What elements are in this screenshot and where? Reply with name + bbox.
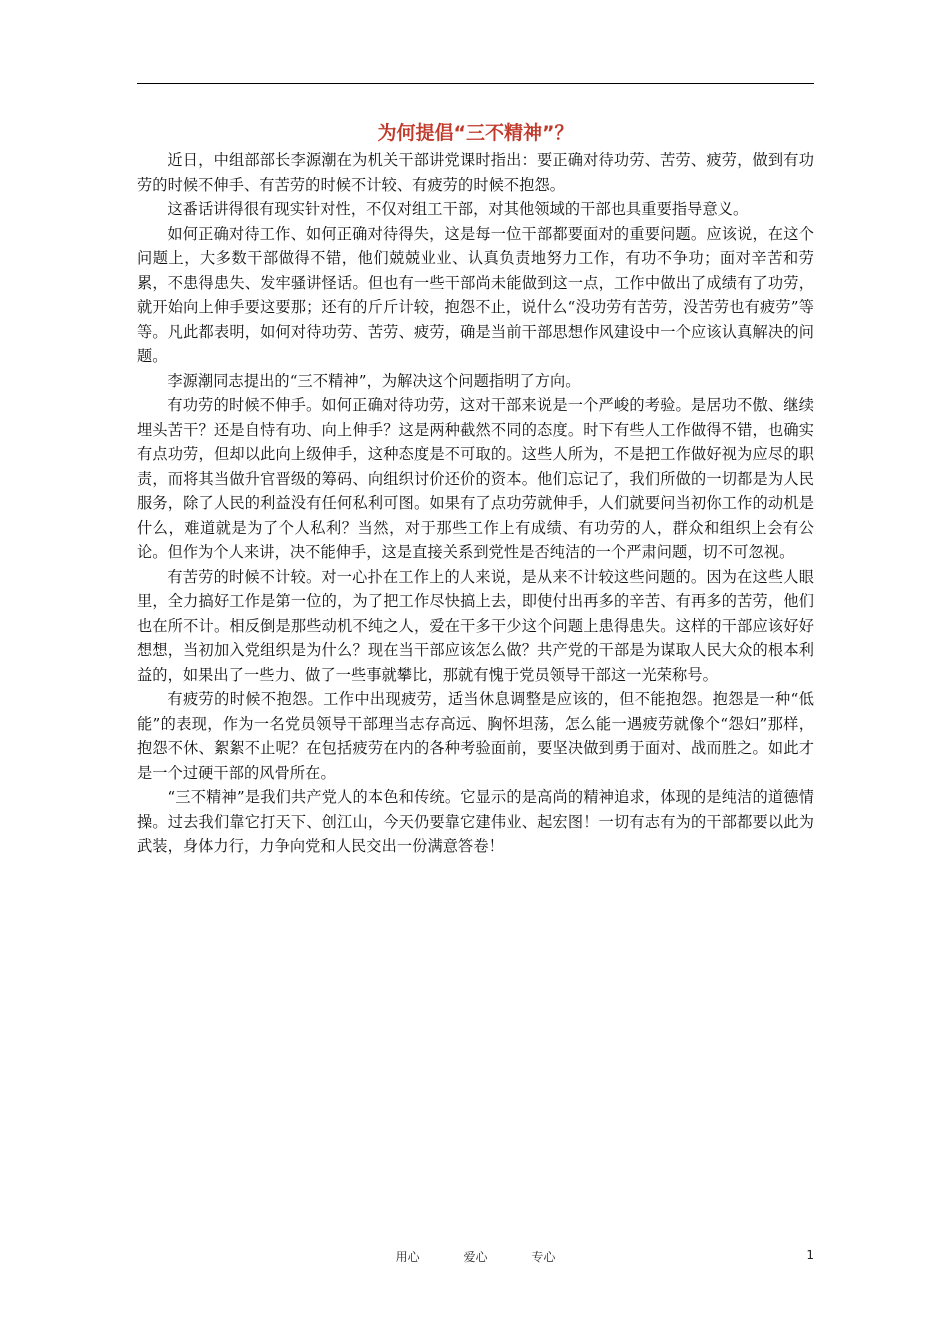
paragraph: “三不精神”是我们共产党人的本色和传统。它显示的是高尚的精神追求，体现的是纯洁的道德情操。过去我们靠它打天下、创江山，今天仍要靠它建伟业、起宏图！一切有志有为的干部都要以此为武装，身体力行，力争向党和人民交出一份满意答卷！ (137, 788, 814, 855)
document-body (137, 148, 814, 859)
footer-motto (137, 1248, 814, 1265)
paragraph: 有功劳的时候不伸手。如何正确对待功劳，这对干部来说是一个严峻的考验。是居功不傲、继续埋头苦干？还是自恃有功、向上伸手？这是两种截然不同的态度。时下有些人工作做得不错，也确实有点功劳，但却以此向上级伸手，这种态度是不可取的。这些人所为，不是把工作做好视为应尽的职责，而将其当做升官晋级的筹码、向组织讨价还价的资本。他们忘记了，我们所做的一切都是为人民服务，除了人民的利益没有任何私利可图。如果有了点功劳就伸手，人们就要问当初你工作的动机是什么，难道就是为了个人私利？当然，对于那些工作上有成绩、有功劳的人，群众和组织上会有公论。但作为个人来讲，决不能伸手，这是直接关系到党性是否纯洁的一个严肃问题，切不可忽视。 (137, 396, 814, 561)
page-footer (137, 1248, 814, 1272)
footer-motto-word: 用心 (395, 1250, 420, 1264)
paragraph: 李源潮同志提出的“三不精神”，为解决这个问题指明了方向。 (167, 371, 581, 390)
paragraph: 近日，中组部部长李源潮在为机关干部讲党课时指出：要正确对待功劳、苦劳、疲劳，做到有功劳的时候不伸手、有苦劳的时候不计较、有疲劳的时候不抱怨。 (137, 151, 814, 194)
document-title: 为何提倡“三不精神”？ (377, 122, 574, 144)
paragraph: 有疲劳的时候不抱怨。工作中出现疲劳，适当休息调整是应该的，但不能抱怨。抱怨是一种“低能”的表现，作为一名党员领导干部理当志存高远、胸怀坦荡，怎么能一遇疲劳就像个“怨妇”那样，抱怨不休、絮絮不止呢？在包括疲劳在内的各种考验面前，要坚决做到勇于面对、战而胜之。如此才是一个过硬干部的风骨所在。 (137, 690, 814, 782)
page-number: 1 (806, 1248, 814, 1262)
paragraph: 有苦劳的时候不计较。对一心扑在工作上的人来说，是从来不计较这些问题的。因为在这些人眼里，全力搞好工作是第一位的，为了把工作尽快搞上去，即使付出再多的辛苦、有再多的苦劳，他们也在所不计。相反倒是那些动机不纯之人，爱在干多干少这个问题上患得患失。这样的干部应该好好想想，当初加入党组织是为什么？现在当干部应该怎么做？共产党的干部是为谋取人民大众的根本利益的，如果出了一些力、做了一些事就攀比，那就有愧于党员领导干部这一光荣称号。 (137, 567, 814, 684)
header-rule (137, 83, 814, 84)
footer-motto-word: 专心 (531, 1250, 556, 1264)
footer-motto-word: 爱心 (463, 1250, 488, 1264)
paragraph: 如何正确对待工作、如何正确对待得失，这是每一位干部都要面对的重要问题。应该说，在这个问题上，大多数干部做得不错，他们兢兢业业、认真负责地努力工作，有功不争功；面对辛苦和劳累，不患得患失、发牢骚讲怪话。但也有一些干部尚未能做到这一点，工作中做出了成绩有了功劳，就开始向上伸手要这要那；还有的斤斤计较，抱怨不止，说什么“没功劳有苦劳，没苦劳也有疲劳”等等。凡此都表明，如何对待功劳、苦劳、疲劳，确是当前干部思想作风建设中一个应该认真解决的问题。 (137, 224, 814, 365)
paragraph: 这番话讲得很有现实针对性，不仅对组工干部，对其他领域的干部也具重要指导意义。 (167, 200, 749, 218)
